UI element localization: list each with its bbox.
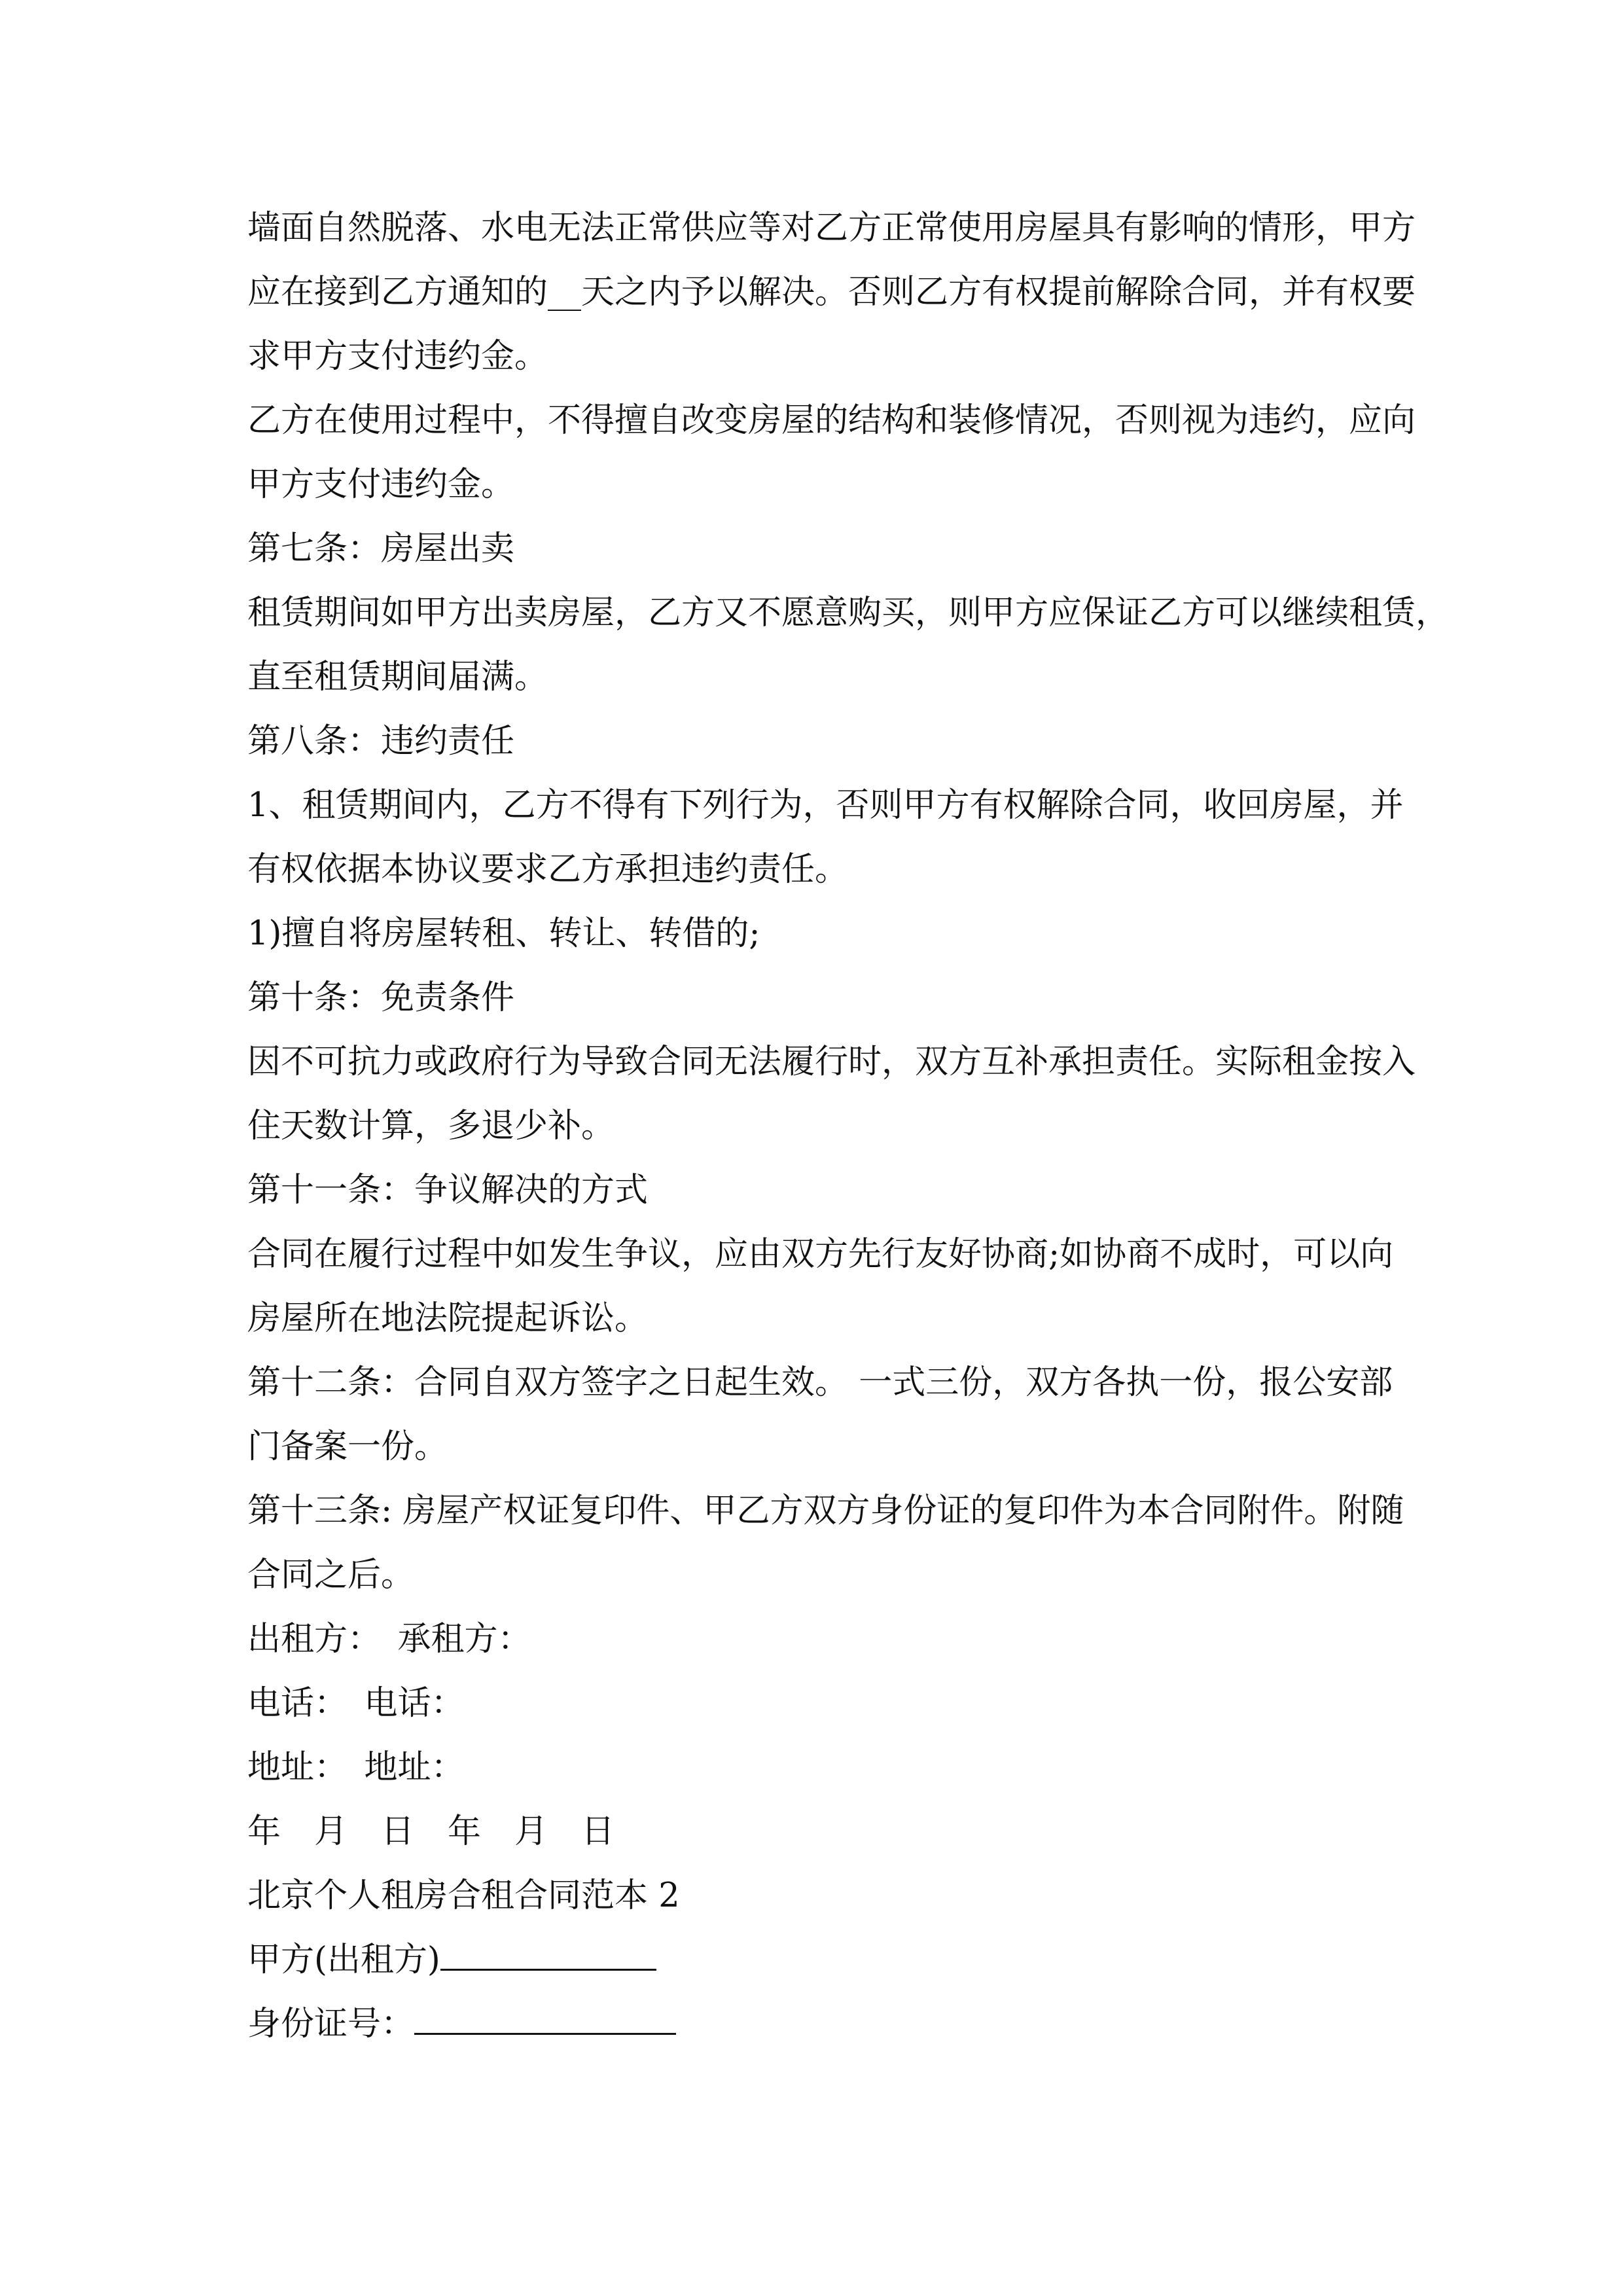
signature-line-date: 年 月 日 年 月 日 — [247, 1812, 615, 1851]
signature-line-phone: 电话： 电话： — [247, 1684, 465, 1723]
signature-line-address: 地址： 地址： — [247, 1748, 465, 1787]
signature-line-parties: 出租方： 承租方： — [247, 1620, 531, 1659]
text-line: 1)擅自将房屋转租、转让、转借的; — [247, 914, 760, 953]
text-line: 有权依据本协议要求乙方承担违约责任。 — [247, 850, 849, 889]
text-line: 合同在履行过程中如发生争议，应由双方先行友好协商;如协商不成时，可以向 — [247, 1235, 1394, 1274]
text-line: 墙面自然脱落、水电无法正常供应等对乙方正常使用房屋具有影响的情形，甲方 — [247, 209, 1416, 247]
section-heading: 第十一条：争议解决的方式 — [247, 1171, 649, 1210]
section-heading: 第七条：房屋出卖 — [247, 529, 515, 568]
text-line: 乙方在使用过程中，不得擅自改变房屋的结构和装修情况，否则视为违约，应向 — [247, 401, 1416, 440]
text-line: 求甲方支付违约金。 — [247, 337, 548, 376]
text-line: 甲方支付违约金。 — [247, 465, 515, 504]
template-title: 北京个人租房合租合同范本 2 — [247, 1876, 680, 1915]
text-line: 因不可抗力或政府行为导致合同无法履行时，双方互补承担责任。实际租金按入 — [247, 1043, 1416, 1081]
id-number-label: 身份证号： — [247, 2005, 415, 2043]
party-a-blank — [440, 1928, 656, 1971]
text-line: 第十三条: 房屋产权证复印件、甲乙方双方身份证的复印件为本合同附件。附随 — [247, 1492, 1404, 1530]
id-number-blank — [414, 1992, 676, 2035]
party-a-line — [247, 1928, 1389, 1992]
text-line: 门备案一份。 — [247, 1427, 448, 1466]
section-heading: 第八条：违约责任 — [247, 722, 515, 761]
text-line: 直至租赁期间届满。 — [247, 658, 548, 696]
id-number-line — [247, 1992, 1389, 2056]
document-body — [247, 196, 1450, 2056]
text-line: 住天数计算，多退少补。 — [247, 1107, 615, 1145]
text-line: 房屋所在地法院提起诉讼。 — [247, 1299, 649, 1338]
text-line: 第十二条：合同自双方签字之日起生效。 一式三份，双方各执一份，报公安部 — [247, 1363, 1393, 1402]
section-heading: 第十条：免责条件 — [247, 978, 515, 1017]
text-line: 应在接到乙方通知的__天之内予以解决。否则乙方有权提前解除合同，并有权要 — [247, 273, 1416, 312]
text-line: 租赁期间如甲方出卖房屋，乙方又不愿意购买，则甲方应保证乙方可以继续租赁， — [247, 594, 1450, 632]
text-line: 1、租赁期间内，乙方不得有下列行为，否则甲方有权解除合同，收回房屋，并 — [247, 786, 1404, 825]
party-a-label: 甲方(出租方) — [247, 1941, 440, 1979]
text-line: 合同之后。 — [247, 1556, 415, 1594]
